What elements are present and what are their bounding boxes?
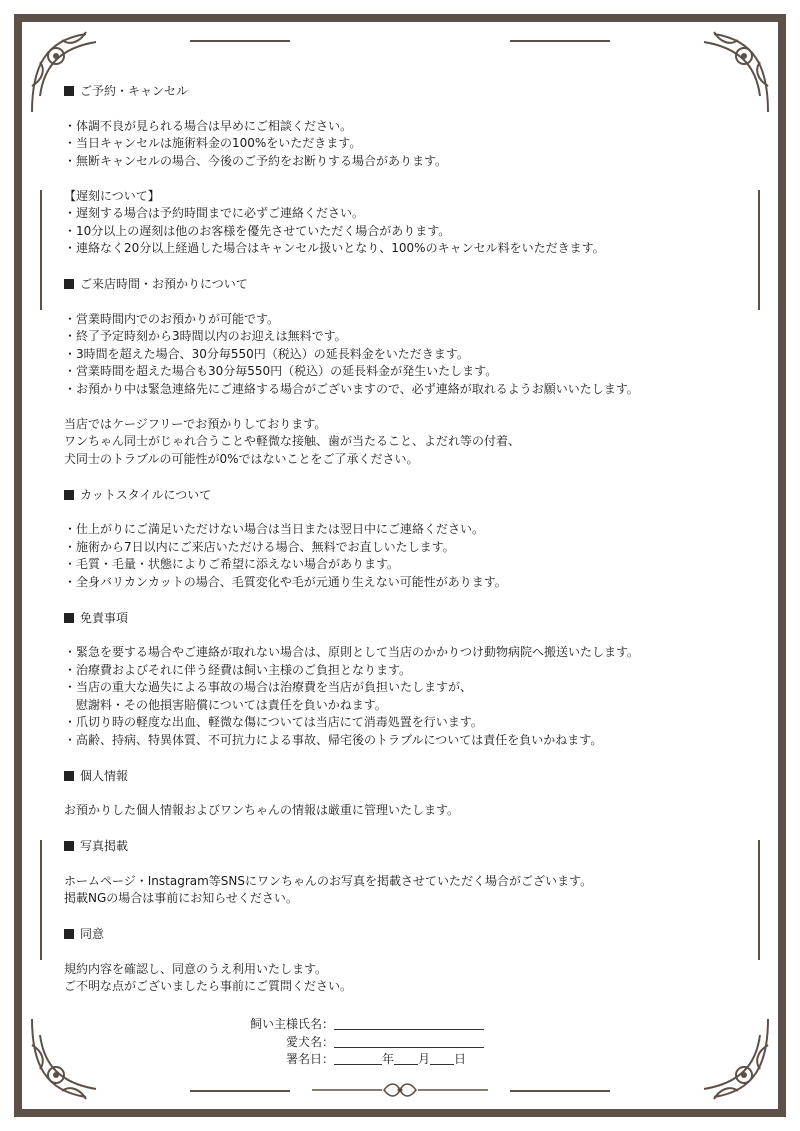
text-line: ・営業時間を超えた場合も30分毎550円（税込）の延長料金が発生いたします。 [64,364,498,378]
corner-ornament-bottom-right-icon [682,1013,774,1105]
section-title: ご予約・キャンセル [80,84,189,98]
text-line: ・体調不良が見られる場合は早めにご相談ください。 [64,118,353,133]
sign-date-label: 署名日： [285,1052,334,1066]
month-field[interactable] [394,1051,418,1065]
spacer [64,943,744,961]
top-left-rule [190,40,290,42]
spacer [64,398,744,416]
square-bullet-icon [64,929,74,939]
spacer [64,749,744,767]
text-line: ・連絡なく20分以上経過した場合はキャンセル扱いとなり、100%のキャンセル料をいただきます。 [64,241,605,255]
top-right-rule [510,40,610,42]
year-unit: 年 [382,1052,395,1066]
text-line: お預かりした個人情報およびワンちゃんの情報は厳重に管理いたします。 [64,803,460,817]
right-rule-lower [758,840,760,960]
square-bullet-icon [64,841,74,851]
text-line: ・施術から7日以内にご来店いただける場合、無料でお直しいたします。 [64,539,455,554]
text-line: ご不明な点がございましたら事前にご質問ください。 [64,979,353,993]
section-heading [64,767,744,785]
section-title: 写真掲載 [80,839,129,853]
spacer [64,170,744,188]
owner-name-field[interactable] [334,1016,484,1030]
bottom-right-rule [510,1090,610,1092]
text-line: 【遅刻について】 [64,188,160,203]
section-title: 個人情報 [80,768,129,783]
square-bullet-icon [64,771,74,781]
square-bullet-icon [64,86,74,96]
section-title: 同意 [80,927,105,941]
spacer [64,785,744,803]
owner-name-row [240,1016,484,1034]
spacer [64,504,744,522]
text-line: ホームページ・Instagram等SNSにワンちゃんのお写真を掲載させていただく場合がございます。 [64,873,593,888]
text-line: ・緊急を要する場合やご連絡が取れない場合は、原則として当店のかかりつけ動物病院へ搬送いたします。 [64,645,640,659]
bottom-center-ornament-icon [312,1080,488,1100]
section-heading [64,925,744,943]
section-heading [64,82,744,100]
month-unit: 月 [418,1052,431,1066]
text-line: ・高齢、持病、特異体質、不可抗力による事故、帰宅後のトラブルについては責任を負いかねます。 [64,732,603,747]
text-line: ・遅刻する場合は予約時間までに必ずご連絡ください。 [64,206,365,220]
section-heading [64,837,744,855]
text-line: ・当日キャンセルは施術料金の100%をいただきます。 [64,136,362,150]
spacer [64,627,744,645]
spacer [64,258,744,276]
right-rule [758,190,760,310]
text-line: ・3時間を超えた場合、30分毎550円（税込）の延長料金をいただきます。 [64,346,469,361]
spacer [64,591,744,609]
text-line: 規約内容を確認し、同意のうえ利用いたします。 [64,961,328,976]
text-line: 慰謝料・その他損害賠償については責任を負いかねます。 [64,697,387,712]
terms-content [64,82,744,996]
owner-name-label: 飼い主様氏名： [249,1017,334,1031]
text-line: ・当店の重大な過失による事故の場合は治療費を当店が負担いたしますが、 [64,680,473,694]
section-title: ご来店時間・お預かりについて [80,277,248,291]
text-line: ・無断キャンセルの場合、今後のご予約をお断りする場合があります。 [64,153,448,168]
spacer [64,820,744,838]
spacer [64,468,744,486]
text-line: ワンちゃん同士がじゃれ合うことや軽微な接触、歯が当たること、よだれ等の付着、 [64,434,521,448]
dog-name-row [240,1034,484,1052]
spacer [64,908,744,926]
day-unit: 日 [454,1052,467,1066]
text-line: ・全身バリカンカットの場合、毛質変化や毛が元通り生えない可能性があります。 [64,574,507,589]
year-field[interactable] [334,1051,382,1065]
square-bullet-icon [64,490,74,500]
bottom-left-rule [190,1090,290,1092]
text-line: ・治療費およびそれに伴う経費は飼い主様のご負担となります。 [64,662,412,677]
square-bullet-icon [64,613,74,623]
signature-block [240,1016,484,1069]
sign-date-row [240,1051,484,1069]
corner-ornament-bottom-left-icon [26,1013,118,1105]
square-bullet-icon [64,279,74,289]
text-line: ・営業時間内でのお預かりが可能です。 [64,311,280,326]
spacer [64,855,744,873]
text-line: ・仕上がりにご満足いただけない場合は当日または翌日中にご連絡ください。 [64,522,485,536]
text-line: 犬同士のトラブルの可能性が0%ではないことをご了承ください。 [64,451,419,466]
text-line: ・終了予定時刻から3時間以内のお迎えは無料です。 [64,329,347,343]
section-heading [64,486,744,504]
left-rule [40,190,42,310]
day-field[interactable] [430,1051,454,1065]
section-heading [64,609,744,627]
section-title: 免責事項 [80,610,129,625]
dog-name-field[interactable] [334,1034,484,1048]
spacer [64,293,744,311]
section-title: カットスタイルについて [80,487,212,502]
spacer [64,100,744,118]
text-line: ・毛質・毛量・状態によりご希望に添えない場合があります。 [64,557,400,571]
text-line: 当店ではケージフリーでお預かりしております。 [64,416,327,431]
text-line: 掲載NGの場合は事前にお知らせください。 [64,891,298,905]
left-rule-lower [40,840,42,960]
section-heading [64,275,744,293]
text-line: ・お預かり中は緊急連絡先にご連絡する場合がございますので、必ず連絡が取れるようお願いいたします。 [64,381,639,396]
text-line: ・爪切り時の軽度な出血、軽微な傷については当店にて消毒処置を行います。 [64,715,483,729]
dog-name-label: 愛犬名： [285,1034,334,1049]
text-line: ・10分以上の遅刻は他のお客様を優先させていただく場合があります。 [64,223,451,238]
